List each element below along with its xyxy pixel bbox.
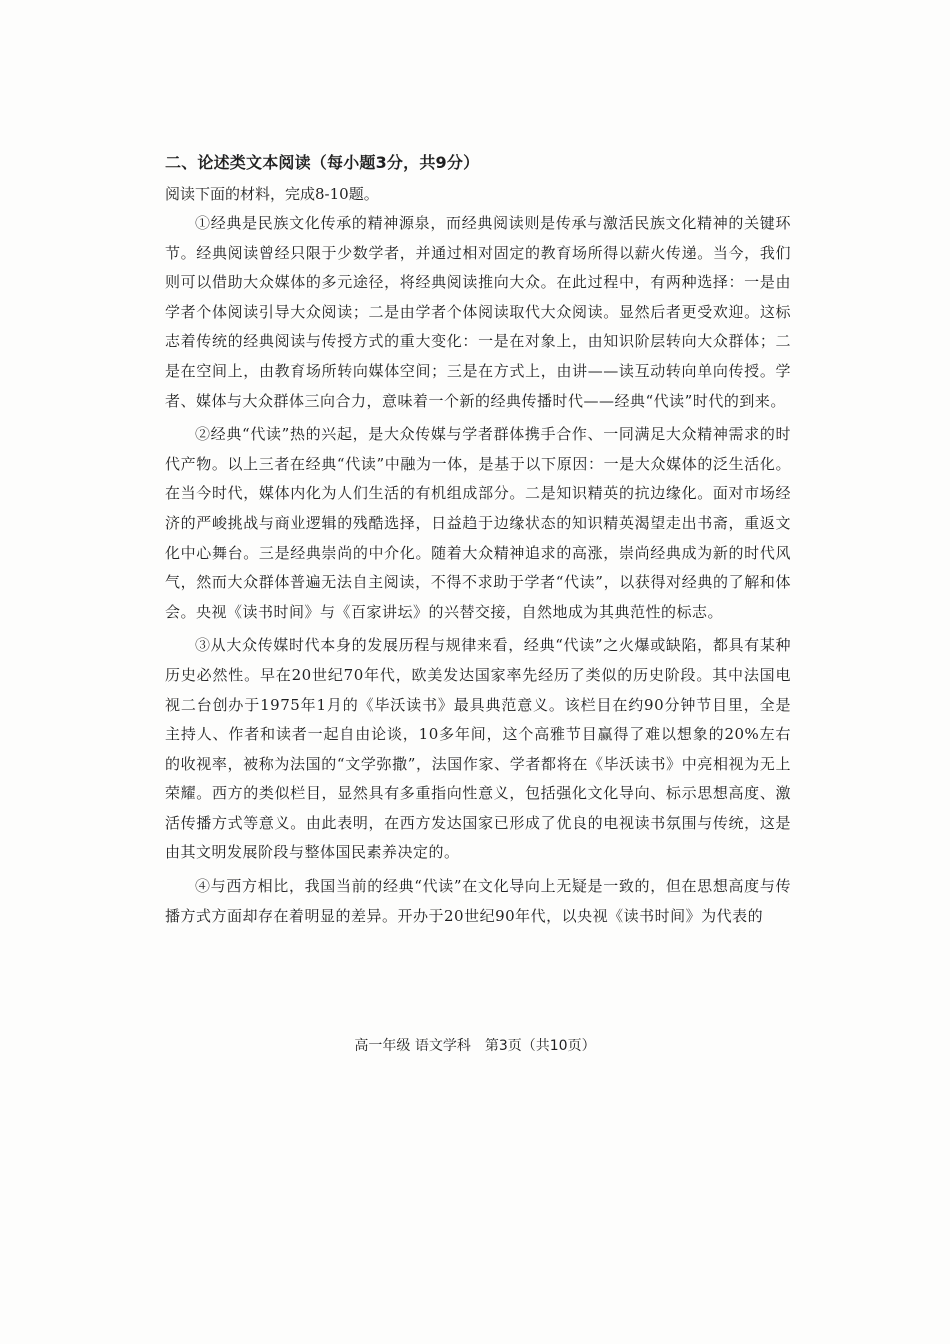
section-instruction: 阅读下面的材料，完成8-10题。 xyxy=(165,185,379,203)
page-footer: 高一年级 语文学科 第3页（共10页） xyxy=(354,1038,596,1054)
paragraph-4: ④与西方相比，我国当前的经典“代读”在文化导向上无疑是一致的，但在思想高度与传播方式方面却存在着明显的差异。开办于20世纪90年代，以央视《读书时间》为代表的 xyxy=(165,877,791,925)
page-content xyxy=(165,152,791,931)
paragraph-2: ②经典“代读”热的兴起，是大众传媒与学者群体携手合作、一同满足大众精神需求的时代产物。以上三者在经典“代读”中融为一体，是基于以下原因：一是大众媒体的泛生活化。在当今时代，媒体内化为人们生活的有机组成部分。二是知识精英的抗边缘化。面对市场经济的严峻挑战与商业逻辑的残酷选择，日益趋于边缘状态的知识精英渴望走出书斋，重返文化中心舞台。三是经典崇尚的中介化。随着大众精神追求的高涨，崇尚经典成为新的时代风气，然而大众群体普遍无法自主阅读，不得不求助于学者“代读”，以获得对经典的了解和体会。央视《读书时间》与《百家讲坛》的兴替交接，自然地成为其典范性的标志。 xyxy=(165,425,791,621)
paragraph-3: ③从大众传媒时代本身的发展历程与规律来看，经典“代读”之火爆或缺陷，都具有某种历史必然性。早在20世纪70年代，欧美发达国家率先经历了类似的历史阶段。其中法国电视二台创办于1975年1月的《毕沃读书》最具典范意义。该栏目在约90分钟节目里，全是主持人、作者和读者一起自由论谈，10多年间，这个高雅节目赢得了难以想象的20%左右的收视率，被称为法国的“文学弥撒”，法国作家、学者都将在《毕沃读书》中亮相视为无上荣耀。西方的类似栏目，显然具有多重指向性意义，包括强化文化导向、标示思想高度、激活传播方式等意义。由此表明，在西方发达国家已形成了优良的电视读书氛围与传统，这是由其文明发展阶段与整体国民素养决定的。 xyxy=(165,636,791,862)
paragraph-1: ①经典是民族文化传承的精神源泉，而经典阅读则是传承与激活民族文化精神的关键环节。经典阅读曾经只限于少数学者，并通过相对固定的教育场所得以薪火传递。当今，我们则可以借助大众媒体的多元途径，将经典阅读推向大众。在此过程中，有两种选择：一是由学者个体阅读引导大众阅读；二是由学者个体阅读取代大众阅读。显然后者更受欢迎。这标志着传统的经典阅读与传授方式的重大变化：一是在对象上，由知识阶层转向大众群体；二是在空间上，由教育场所转向媒体空间；三是在方式上，由讲——读互动转向单向传授。学者、媒体与大众群体三向合力，意味着一个新的经典传播时代——经典“代读”时代的到来。 xyxy=(165,214,791,410)
section-title: 二、论述类文本阅读（每小题3分，共9分） xyxy=(165,153,480,172)
